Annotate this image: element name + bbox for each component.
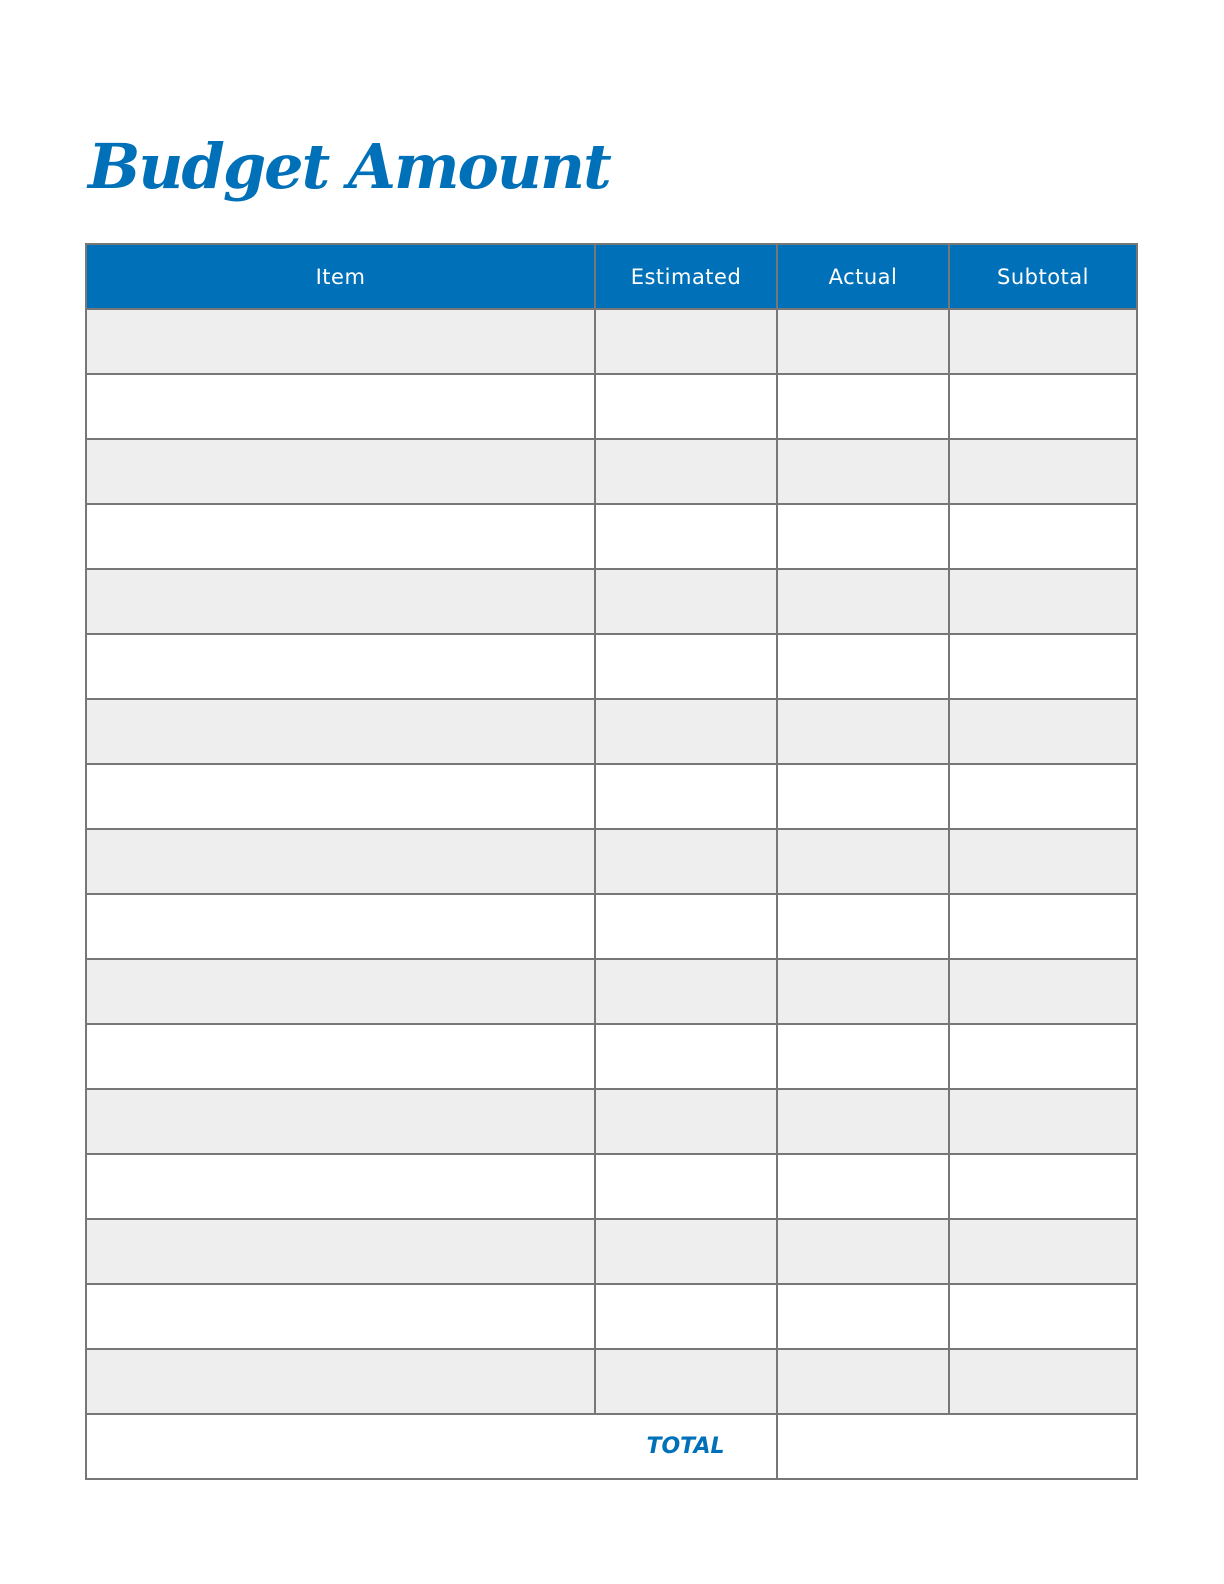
total-value-cell[interactable] xyxy=(777,1414,1137,1479)
table-row xyxy=(86,829,1137,894)
subtotal-cell[interactable] xyxy=(949,1284,1137,1349)
item-cell[interactable] xyxy=(86,569,595,634)
estimated-cell[interactable] xyxy=(595,829,777,894)
total-spacer-cell xyxy=(86,1414,595,1479)
item-cell[interactable] xyxy=(86,1154,595,1219)
table-row xyxy=(86,1024,1137,1089)
estimated-cell[interactable] xyxy=(595,634,777,699)
actual-cell[interactable] xyxy=(777,1284,949,1349)
estimated-cell[interactable] xyxy=(595,1089,777,1154)
table-body xyxy=(86,309,1137,1414)
subtotal-cell[interactable] xyxy=(949,959,1137,1024)
actual-cell[interactable] xyxy=(777,1089,949,1154)
table-row xyxy=(86,504,1137,569)
actual-cell[interactable] xyxy=(777,699,949,764)
actual-cell[interactable] xyxy=(777,309,949,374)
table-row xyxy=(86,764,1137,829)
estimated-cell[interactable] xyxy=(595,569,777,634)
actual-cell[interactable] xyxy=(777,439,949,504)
item-cell[interactable] xyxy=(86,1284,595,1349)
subtotal-cell[interactable] xyxy=(949,699,1137,764)
subtotal-cell[interactable] xyxy=(949,764,1137,829)
table-row xyxy=(86,894,1137,959)
page-title: Budget Amount xyxy=(88,130,610,203)
estimated-cell[interactable] xyxy=(595,374,777,439)
subtotal-cell[interactable] xyxy=(949,569,1137,634)
estimated-cell[interactable] xyxy=(595,1024,777,1089)
item-cell[interactable] xyxy=(86,1219,595,1284)
item-cell[interactable] xyxy=(86,1024,595,1089)
table-row xyxy=(86,634,1137,699)
estimated-cell[interactable] xyxy=(595,504,777,569)
subtotal-cell[interactable] xyxy=(949,439,1137,504)
actual-cell[interactable] xyxy=(777,504,949,569)
actual-cell[interactable] xyxy=(777,1024,949,1089)
item-cell[interactable] xyxy=(86,374,595,439)
table-row xyxy=(86,309,1137,374)
table-row xyxy=(86,699,1137,764)
subtotal-cell[interactable] xyxy=(949,1154,1137,1219)
estimated-cell[interactable] xyxy=(595,1219,777,1284)
item-cell[interactable] xyxy=(86,504,595,569)
table-row xyxy=(86,374,1137,439)
subtotal-cell[interactable] xyxy=(949,504,1137,569)
table-row xyxy=(86,1089,1137,1154)
item-cell[interactable] xyxy=(86,309,595,374)
subtotal-cell[interactable] xyxy=(949,894,1137,959)
table-row xyxy=(86,1219,1137,1284)
item-cell[interactable] xyxy=(86,439,595,504)
subtotal-cell[interactable] xyxy=(949,1349,1137,1414)
subtotal-cell[interactable] xyxy=(949,1219,1137,1284)
total-row xyxy=(86,1414,1137,1479)
table-row xyxy=(86,439,1137,504)
item-cell[interactable] xyxy=(86,1349,595,1414)
subtotal-cell[interactable] xyxy=(949,634,1137,699)
actual-cell[interactable] xyxy=(777,959,949,1024)
budget-table xyxy=(85,243,1138,1480)
item-cell[interactable] xyxy=(86,894,595,959)
estimated-cell[interactable] xyxy=(595,1154,777,1219)
table-row xyxy=(86,1154,1137,1219)
table-row xyxy=(86,569,1137,634)
subtotal-cell[interactable] xyxy=(949,1089,1137,1154)
item-cell[interactable] xyxy=(86,764,595,829)
estimated-cell[interactable] xyxy=(595,699,777,764)
column-header-subtotal: Subtotal xyxy=(949,244,1137,309)
item-cell[interactable] xyxy=(86,699,595,764)
actual-cell[interactable] xyxy=(777,1219,949,1284)
table-row xyxy=(86,1284,1137,1349)
estimated-cell[interactable] xyxy=(595,959,777,1024)
actual-cell[interactable] xyxy=(777,764,949,829)
item-cell[interactable] xyxy=(86,1089,595,1154)
actual-cell[interactable] xyxy=(777,569,949,634)
column-header-actual: Actual xyxy=(777,244,949,309)
total-label: TOTAL xyxy=(595,1414,777,1479)
estimated-cell[interactable] xyxy=(595,1284,777,1349)
table-row xyxy=(86,959,1137,1024)
item-cell[interactable] xyxy=(86,829,595,894)
estimated-cell[interactable] xyxy=(595,309,777,374)
estimated-cell[interactable] xyxy=(595,1349,777,1414)
actual-cell[interactable] xyxy=(777,1154,949,1219)
actual-cell[interactable] xyxy=(777,894,949,959)
subtotal-cell[interactable] xyxy=(949,309,1137,374)
column-header-estimated: Estimated xyxy=(595,244,777,309)
actual-cell[interactable] xyxy=(777,829,949,894)
subtotal-cell[interactable] xyxy=(949,829,1137,894)
column-header-item: Item xyxy=(86,244,595,309)
actual-cell[interactable] xyxy=(777,374,949,439)
table-row xyxy=(86,1349,1137,1414)
item-cell[interactable] xyxy=(86,634,595,699)
actual-cell[interactable] xyxy=(777,1349,949,1414)
estimated-cell[interactable] xyxy=(595,439,777,504)
subtotal-cell[interactable] xyxy=(949,374,1137,439)
subtotal-cell[interactable] xyxy=(949,1024,1137,1089)
estimated-cell[interactable] xyxy=(595,764,777,829)
item-cell[interactable] xyxy=(86,959,595,1024)
estimated-cell[interactable] xyxy=(595,894,777,959)
table-header-row xyxy=(86,244,1137,309)
actual-cell[interactable] xyxy=(777,634,949,699)
